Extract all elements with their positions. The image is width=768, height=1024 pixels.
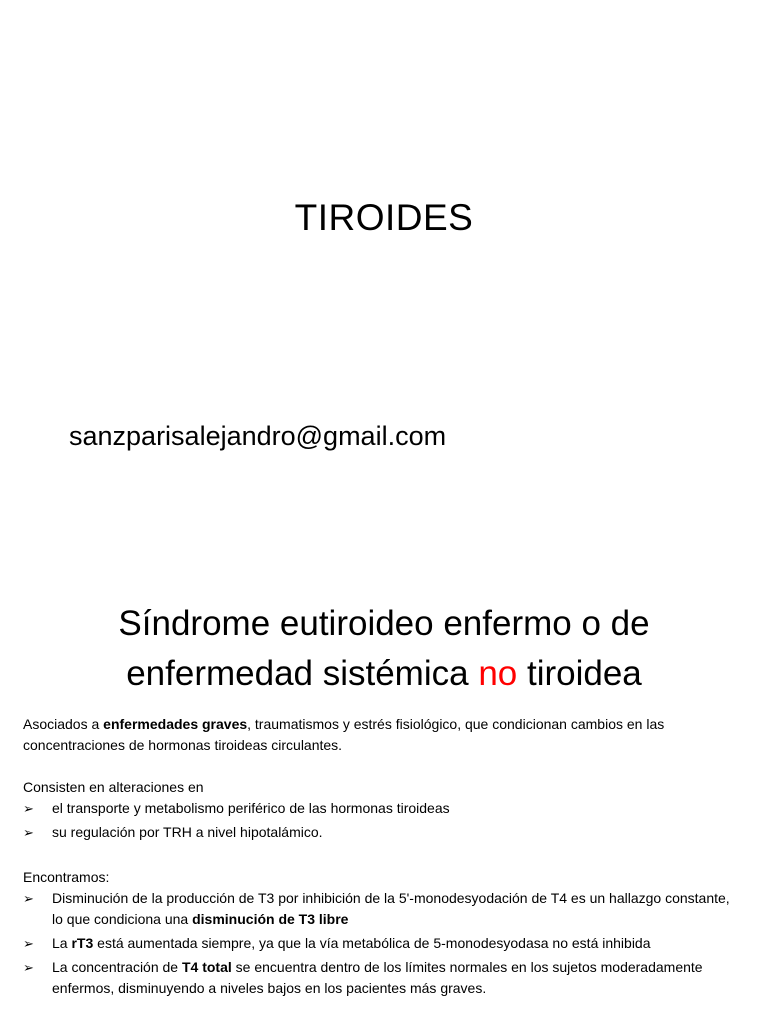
arrowhead-bullet-icon: ➢ xyxy=(23,801,34,816)
list-item-bold: T4 total xyxy=(181,959,232,975)
encontramos-list xyxy=(23,888,743,999)
arrowhead-bullet-icon: ➢ xyxy=(23,936,34,951)
list-item xyxy=(23,933,743,954)
heading-text-post: tiroidea xyxy=(517,654,642,693)
arrowhead-bullet-icon: ➢ xyxy=(23,825,34,840)
intro-text-post: , traumatismos y estrés fisiológico, que condicionan cambios en las concentraciones de hormonas tiroideas circulantes. xyxy=(23,716,665,753)
slide-heading-line2 xyxy=(0,649,768,699)
heading-text-pre: enfermedad sistémica xyxy=(126,654,479,693)
intro-bold: enfermedades graves xyxy=(103,716,248,732)
list-item xyxy=(23,957,743,999)
list-item-bold: disminución de T3 libre xyxy=(192,911,349,927)
list-item xyxy=(23,888,743,930)
slide-heading xyxy=(0,599,768,699)
author-email: sanzparisalejandro@gmail.com xyxy=(69,421,447,451)
list-item-text: está aumentada siempre, ya que la vía metabólica de 5-monodesyodasa no está inhibida xyxy=(93,935,651,951)
intro-paragraph xyxy=(23,714,743,756)
list-item-text: el transporte y metabolismo periférico de las hormonas tiroideas xyxy=(52,800,450,816)
heading-highlight-no: no xyxy=(478,654,518,693)
list-item-text: su regulación por TRH a nivel hipotalámico. xyxy=(52,824,323,840)
consisten-label: Consisten en alteraciones en xyxy=(23,779,204,795)
list-item xyxy=(23,822,743,843)
list-item-bold: rT3 xyxy=(71,935,94,951)
slide-heading-line1: Síndrome eutiroideo enfermo o de xyxy=(118,604,650,643)
slide-content xyxy=(0,590,768,1024)
arrowhead-bullet-icon: ➢ xyxy=(23,891,34,906)
list-item-text: Disminución de la producción de T3 por inhibición de la 5'-monodesyodación de T4 es un hallazgo constante, lo que condiciona una xyxy=(52,890,730,927)
arrowhead-bullet-icon: ➢ xyxy=(23,960,34,975)
intro-text-pre: Asociados a xyxy=(23,716,104,732)
list-item-text: La xyxy=(52,935,72,951)
encontramos-label: Encontramos: xyxy=(23,869,110,885)
slide-body xyxy=(23,714,743,1002)
consisten-list xyxy=(23,798,743,843)
list-item-text: se encuentra dentro de los límites normales en los sujetos moderadamente enfermos, disminuyendo a niveles bajos en los pacientes más graves. xyxy=(52,959,703,996)
list-item-text: La concentración de xyxy=(52,959,182,975)
list-item xyxy=(23,798,743,819)
page-title: TIROIDES xyxy=(294,197,474,238)
